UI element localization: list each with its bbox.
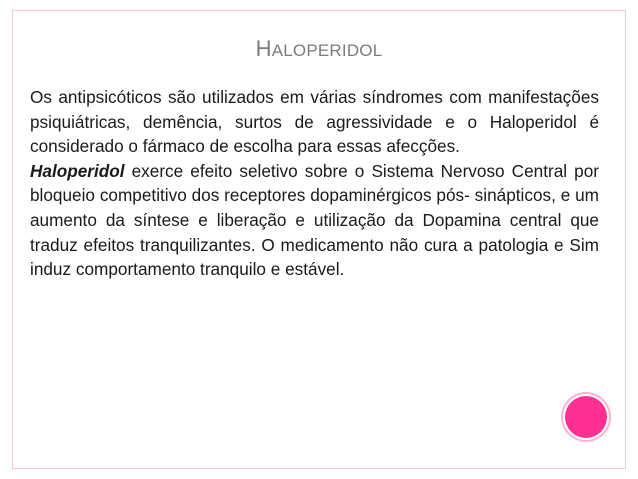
slide-title: [0, 36, 638, 62]
slide-title-initial: H: [255, 36, 272, 61]
slide-body: [30, 85, 599, 282]
slide-frame-top: [12, 10, 626, 11]
slide-frame-left: [12, 10, 13, 469]
pink-circle-icon: [565, 396, 607, 438]
paragraph-haloperidol-text: exerce efeito seletivo sobre o Sistema Nervoso Central por bloqueio competitivo dos receptores dopaminérgicos pós- sinápticos, e um aumento da síntese e liberação e utilização da Dopamina central que traduz efeitos tranquilizantes. O medicamento não cura a patologia e Sim induz comportamento tranquilo e estável.: [30, 160, 599, 280]
slide-frame-bottom: [12, 468, 626, 469]
paragraph-haloperidol: [30, 159, 599, 282]
paragraph-intro: Os antipsicóticos são utilizados em várias síndromes com manifestações psiquiátricas, demência, surtos de agressividade e o Haloperidol é considerado o fármaco de escolha para essas afecções.: [30, 87, 599, 157]
slide-frame-right: [625, 10, 626, 469]
slide-title-rest: ALOPERIDOL: [271, 41, 383, 60]
haloperidol-emphasis: Haloperidol: [30, 160, 125, 181]
